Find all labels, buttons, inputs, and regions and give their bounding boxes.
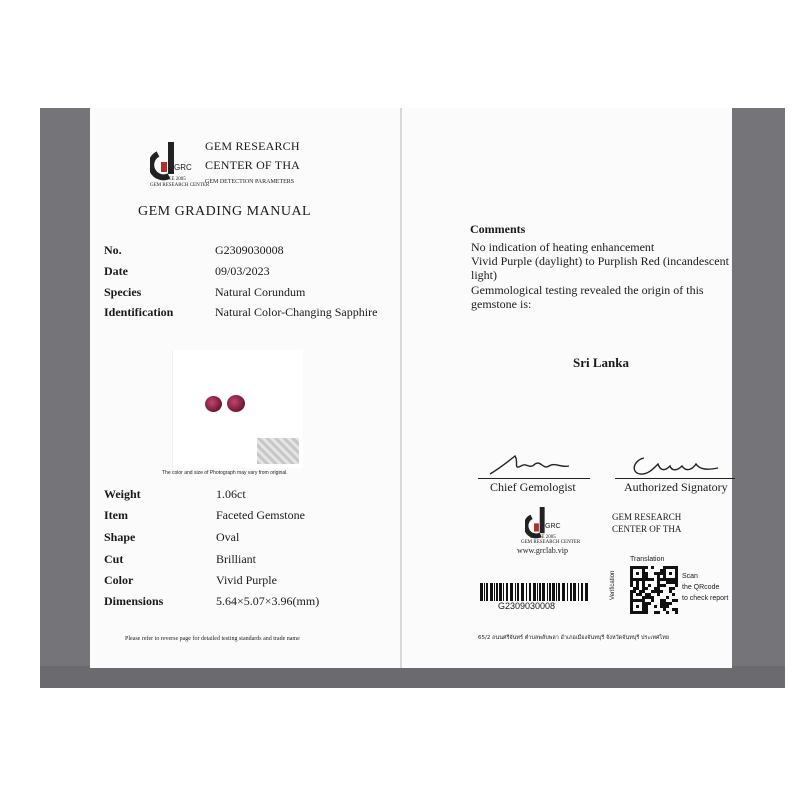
field-value-species: Natural Corundum [215,285,306,299]
qr-text-3: to check report [682,595,729,602]
gem-stone-2 [227,395,245,412]
comment-line-5: gemstone is: [471,297,532,311]
detail-label-shape: Shape [104,530,136,544]
logo-brand-letters: GRC [174,163,192,172]
comment-line-2: Vivid Purple (daylight) to Purplish Red (incandescent [471,254,729,268]
comments-title: Comments [470,222,526,236]
detail-value-item: Faceted Gemstone [216,508,305,522]
detail-label-cut: Cut [104,552,124,566]
org-name-line2: CENTER OF THA [205,158,301,172]
logo-right-center-small: GEM RESEARCH CENTER [521,540,581,545]
qr-code [630,566,678,614]
org-name-line1: GEM RESEARCH [205,139,300,153]
document-title: GEM GRADING MANUAL [138,204,312,219]
detail-label-item: Item [104,508,128,522]
chief-gemologist-signature [485,448,575,480]
detail-value-shape: Oval [216,530,240,544]
detail-label-color: Color [104,573,134,587]
barcode-number: G2309030008 [498,601,556,611]
field-label-identification: Identification [104,305,174,319]
folder-edge-left [40,108,92,688]
signature-line-2 [615,478,735,479]
folder-edge-right [730,108,785,688]
logo-right-since: SINCE 2005 [530,535,556,540]
field-value-identification: Natural Color-Changing Sapphire [215,305,378,319]
detail-label-dimensions: Dimensions [104,594,164,608]
qr-text-2: the QRcode [682,584,720,591]
org-right-line1: GEM RESEARCH [612,512,682,522]
signature-label-chief: Chief Gemologist [490,480,576,494]
comment-line-4: Gemmological testing revealed the origin of this [471,283,704,297]
hologram-sticker [257,438,299,464]
qr-translation-label: Translation [630,556,665,563]
gem-photo [172,350,303,468]
detail-value-weight: 1.06ct [216,487,246,501]
field-value-no: G2309030008 [215,243,284,257]
footer-note: Please refer to reverse page for detailed testing standards and trade name [125,636,300,642]
detail-value-dimensions: 5.64×5.07×3.96(mm) [216,594,320,608]
photo-caption: The color and size of Photograph may vary from original. [162,470,288,476]
signature-line-1 [478,478,590,479]
qr-verification-label: Verification [610,570,616,600]
org-right-line2: CENTER OF THA [612,524,682,534]
org-subtitle: GEM DETECTION PARAMETERS [205,179,295,185]
logo-center-small: GEM RESEARCH CENTER [150,183,210,188]
field-label-species: Species [104,285,142,299]
comment-line-3: light) [471,268,497,282]
field-label-no: No. [104,243,122,257]
barcode [480,583,592,603]
origin-value: Sri Lanka [573,355,629,370]
logo-since: SINCE 2005 [160,177,186,182]
comment-line-1: No indication of heating enhancement [471,240,655,254]
qr-text-1: Scan [682,573,698,580]
detail-label-weight: Weight [104,487,141,501]
folder-bottom [40,666,785,688]
website: www.grclab.vip [517,546,569,555]
gem-stone-1 [205,396,222,412]
detail-value-cut: Brilliant [216,552,256,566]
signature-label-authorized: Authorized Signatory [624,480,728,494]
field-label-date: Date [104,264,128,278]
authorized-signatory-signature [626,450,726,480]
field-value-date: 09/03/2023 [215,264,270,278]
address: 65/2 ถนนศรีจันทร์ ตำบลพลับพลา อำเภอเมืองจันทบุรี จังหวัดจันทบุรี ประเทศไทย [478,635,670,641]
detail-value-color: Vivid Purple [216,573,277,587]
logo-right-brand-letters: GRC [545,523,561,530]
